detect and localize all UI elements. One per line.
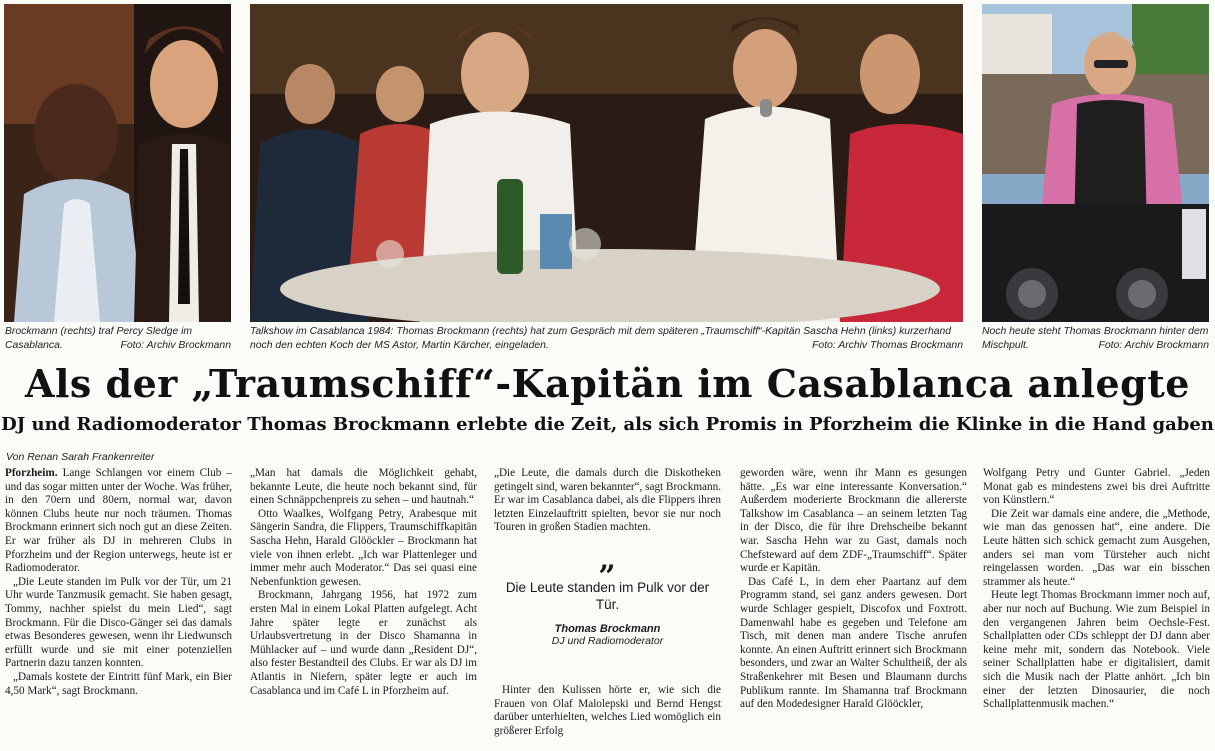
caption-photo-3 bbox=[982, 325, 1209, 353]
photo-credit: Foto: Archiv Brockmann bbox=[1098, 340, 1209, 351]
quote-mark-icon: „ bbox=[598, 542, 617, 577]
photo-percy-sledge bbox=[4, 4, 231, 322]
paragraph: Heute legt Thomas Brockmann immer noch auf, aber nur noch auf Buchung. Wie zum Beispiel in den vergangenen Jahren beim Oechsle-Fest. Schallplatten oder CDs schleppt der DJ dann aber keine mehr mit, sondern das Notebook. Viele seiner Schallplatten habe er digitalisiert, damit sich die Musik nach der Platte anhört. „Ich bin einer der letzten Dinosaurier, die noch Schallplattenmusik machen.“ bbox=[983, 589, 1210, 711]
article-headline: Als der „Traumschiff“-Kapitän im Casablanca anlegte bbox=[25, 361, 1190, 406]
text-column-4 bbox=[740, 467, 967, 712]
photo-image bbox=[982, 4, 1209, 322]
photo-dj-mixer bbox=[982, 4, 1209, 322]
text-column-1 bbox=[5, 467, 232, 698]
caption-text: Noch heute steht Thomas Brockmann hinter dem Mischpult. bbox=[982, 326, 1209, 351]
paragraph: Otto Waalkes, Wolfgang Petry, Arabesque mit Sängerin Sandra, die Flippers, Traumschiffkapitän Sascha Hehn, Harald Glööckler – Brockmann hat viele von ihnen erlebt. „Ich war Plattenleger und immer mehr auch Moderator.“ Das sei quasi eine Nebenfunktion gewesen. bbox=[250, 507, 477, 588]
caption-photo-1 bbox=[5, 325, 231, 353]
pull-quote bbox=[494, 542, 721, 647]
pull-quote-name: Thomas Brockmann bbox=[554, 623, 661, 635]
text-column-5 bbox=[983, 467, 1210, 712]
byline: Von Renan Sarah Frankenreiter bbox=[6, 451, 155, 463]
paragraph: Brockmann, Jahrgang 1956, hat 1972 zum ersten Mal in einem Lokal Platten aufgelegt. Acht Jahre später legte er zunächst als Urlaubsvertretung in der Disco Shamanna in Mühlacker auf – und wurde dann „Resident DJ“, also fester Bestandteil des Clubs. Er war als DJ im Atlantis in Niefern, später legte er auch im Casablanca und im Café L in Pforzheim auf. bbox=[250, 589, 477, 697]
paragraph: Die Zeit war damals eine andere, die „Methode, wie man das genossen hat“, eine andere. Die Leute hätten sich schick gemacht zum Ausgehen, anders sei man vom Türsteher auch nicht reingelassen worden. „Das war ein bisschen strammer als heute.“ bbox=[983, 507, 1210, 588]
paragraph: „Die Leute, die damals durch die Diskotheken getingelt sind, waren bekannter“, sagt Brockmann. Er war im Casablanca dabei, als die Flippers ihren letzten Einzelauftritt spielten, bevor sie nur noch Touren in großen Stadien machten. bbox=[494, 467, 721, 534]
paragraph: „Man hat damals die Möglichkeit gehabt, bekannte Leute, die heute noch bekannt sind, für einen Schnäppchenpreis zu sehen – und hautnah.“ bbox=[250, 467, 477, 507]
paragraph: „Damals kostete der Eintritt fünf Mark, ein Bier 4,50 Mark“, sagt Brockmann. bbox=[5, 670, 232, 697]
photo-image bbox=[4, 4, 231, 322]
photo-talkshow bbox=[250, 4, 963, 322]
dateline-city: Pforzheim. bbox=[5, 467, 58, 479]
paragraph: Pforzheim. Lange Schlangen vor einem Club – und das sogar mitten unter der Woche. Was früher, in den 70ern und 80ern, normal war, davon können Clubs heute nur noch träumen. Thomas Brockmann erinnert sich noch gut an diese Zeiten. Er war früher als DJ in mehreren Clubs in Pforzheim und der Region unterwegs, heute ist er Radiomoderator. bbox=[5, 467, 233, 575]
article-subheadline: DJ und Radiomoderator Thomas Brockmann erlebte die Zeit, als sich Promis in Pforzheim die Klinke in die Hand gaben bbox=[1, 414, 1214, 435]
text-column-3-continued bbox=[494, 684, 721, 738]
pull-quote-text: Die Leute standen im Pulk vor der Tür. bbox=[505, 580, 710, 612]
photo-credit: Foto: Archiv Brockmann bbox=[120, 340, 231, 351]
caption-text: Talkshow im Casablanca 1984: Thomas Brockmann (rechts) hat zum Gespräch mit dem späteren „Traumschiff“-Kapitän Sascha Hehn (links) kurzerhand noch den echten Koch der MS Astor, Martin Kärcher, eingeladen. bbox=[250, 326, 952, 351]
photo-credit: Foto: Archiv Thomas Brockmann bbox=[812, 340, 963, 351]
text-column-2 bbox=[250, 467, 477, 698]
paragraph: Wolfgang Petry und Gunter Gabriel. „Jeden Monat gab es mindestens zwei bis drei Auftritte von Künstlern.“ bbox=[983, 467, 1210, 507]
paragraph: Das Café L, in dem eher Paartanz auf dem Programm stand, sei ganz anders gewesen. Dort wurde Schlager gespielt, Discofox und Foxtrott. Damenwahl habe es gegeben und Telefone am Tisch, mit denen man andere Tische anrufen konnte. An einen Auftritt erinnert sich Brockmann besonders, und zwar an Walter Schultheiß, der als Straßenkehrer mit Besen und Blaumann durchs Publikum rannte. Im Shamanna traf Brockmann auf den Modedesigner Harald Glööckler, bbox=[740, 575, 967, 711]
pull-quote-role: DJ und Radiomoderator bbox=[551, 635, 664, 647]
caption-photo-2 bbox=[250, 325, 963, 353]
paragraph: „Die Leute standen im Pulk vor der Tür, um 21 Uhr wurde Tanzmusik gemacht. Sie haben gesagt, Tommy, nachher spielst du mein Lied“, sagt Brockmann. Für die Disco-Gänger sei das damals etwas Besonderes gewesen, wenn ihr Liedwunsch erfüllt wurde und sie mit einer potenziellen Partnerin dazu tanzen konnten. bbox=[5, 575, 232, 670]
text-column-3 bbox=[494, 467, 721, 535]
caption-text: Brockmann (rechts) traf Percy Sledge im Casablanca. bbox=[5, 326, 193, 351]
paragraph: Hinter den Kulissen hörte er, wie sich die Frauen von Olaf Malolepski und Bernd Hengst darüber unterhielten, welches Lied womöglich ein größerer Erfolg bbox=[494, 684, 721, 737]
paragraph: geworden wäre, wenn ihr Mann es gesungen hätte. „Es war eine interessante Konversation.“ Außerdem moderierte Brockmann die allererste Talkshow im Casablanca – an seinem letzten Tag in der Disco, die für ihre Drehscheibe bekannt war. Sascha Hehn war zu Gast, damals noch Chefsteward auf dem ZDF-„Traumschiff“. Später wurde er Kapitän. bbox=[740, 467, 967, 575]
photo-image bbox=[250, 4, 963, 322]
